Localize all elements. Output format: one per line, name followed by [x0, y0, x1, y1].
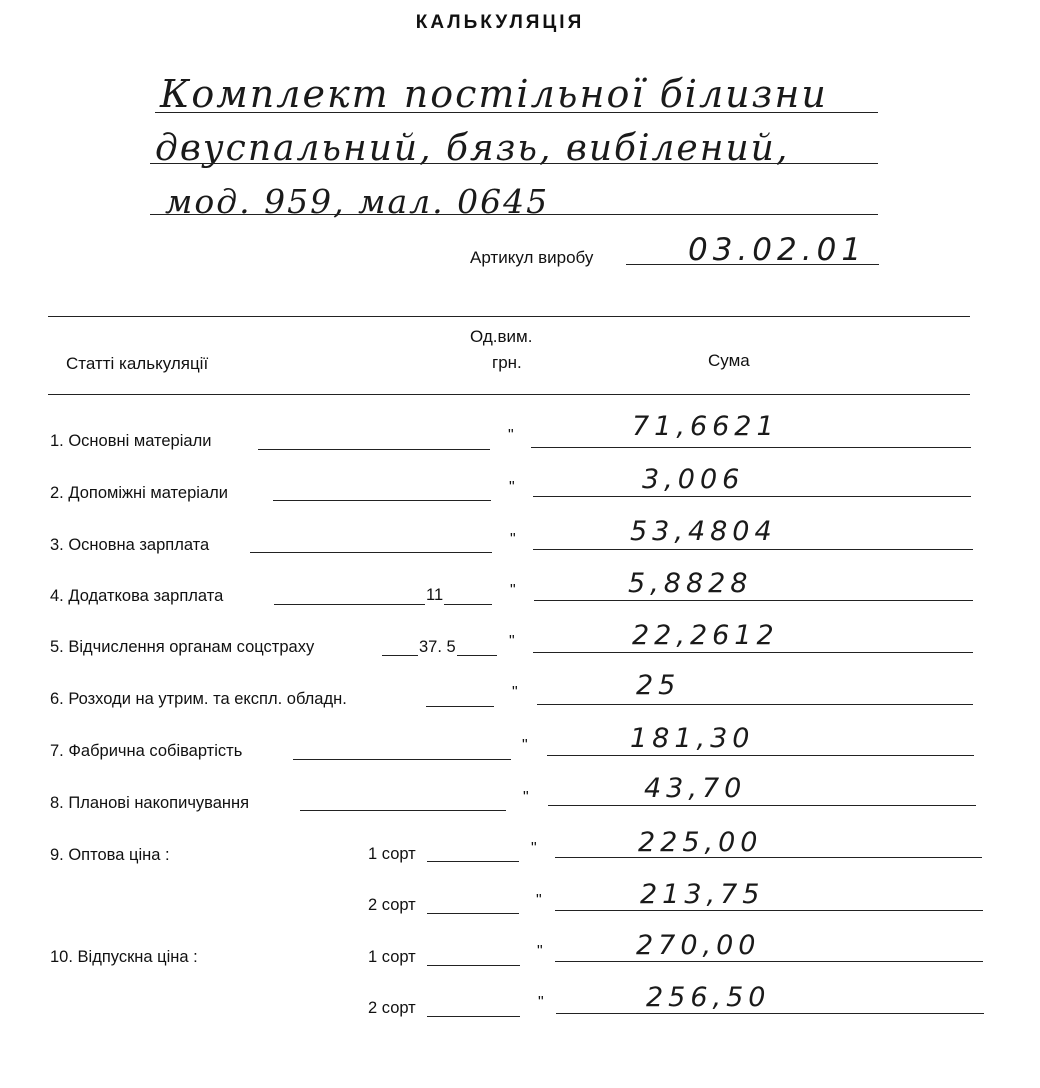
- row-ditto: ": [509, 633, 515, 650]
- retail-price-label: 10. Відпускна ціна :: [50, 948, 198, 966]
- row-ditto: ": [522, 737, 528, 754]
- header-col-sum: Сума: [708, 351, 750, 370]
- row-label: 5. Відчислення органам соцстраху: [50, 638, 315, 656]
- row-label: 1. Основні матеріали: [50, 432, 212, 450]
- grade-ditto: ": [538, 994, 544, 1011]
- row-percent: 37. 5: [419, 638, 456, 656]
- grade-value: 213,75: [640, 879, 765, 910]
- row-ditto: ": [509, 479, 515, 496]
- grade-label: 2 сорт: [368, 999, 416, 1017]
- row-percent: 11: [426, 586, 444, 604]
- header-col-articles: Статті калькуляції: [66, 354, 209, 373]
- row-value-underline: [533, 549, 973, 550]
- grade-value-underline: [555, 910, 983, 911]
- row-value-underline: [533, 496, 971, 497]
- grade-underline: [427, 913, 519, 914]
- grade-underline: [427, 861, 519, 862]
- row-value: 25: [636, 670, 681, 701]
- row-value: 43,70: [644, 773, 747, 804]
- article-value: 03.02.01: [688, 232, 867, 268]
- row-value-underline: [547, 755, 974, 756]
- row-value: 71,6621: [632, 411, 779, 442]
- product-line-3: мод. 959, мал. 0645: [165, 182, 550, 221]
- row-label: 4. Додаткова зарплата: [50, 587, 224, 605]
- grade-label: 2 сорт: [368, 896, 416, 914]
- row-label-underline: [300, 810, 506, 811]
- row-ditto: ": [508, 427, 514, 444]
- document-title: КАЛЬКУЛЯЦІЯ: [415, 12, 585, 33]
- grade-value: 225,00: [638, 827, 763, 858]
- row-value: 5,8828: [628, 568, 753, 599]
- grade-underline: [427, 1016, 520, 1017]
- article-underline: [626, 264, 879, 265]
- row-ditto: ": [510, 582, 516, 599]
- row-label-underline: [274, 604, 492, 605]
- row-label: 2. Допоміжні матеріали: [50, 484, 228, 502]
- row-label-underline: [250, 552, 492, 553]
- row-label: 3. Основна зарплата: [50, 536, 210, 554]
- row-ditto: ": [523, 789, 529, 806]
- row-value-underline: [548, 805, 976, 806]
- row-label: 6. Розходи на утрим. та експл. обладн.: [50, 690, 347, 708]
- grade-label: 1 сорт: [368, 845, 416, 863]
- row-value: 53,4804: [630, 516, 777, 547]
- row-value-underline: [533, 652, 973, 653]
- header-bottom-rule: [48, 394, 970, 395]
- grade-ditto: ": [536, 892, 542, 909]
- header-top-rule: [48, 316, 970, 317]
- grade-ditto: ": [537, 943, 543, 960]
- row-label-underline: [426, 706, 494, 707]
- row-value: 181,30: [630, 723, 755, 754]
- row-value-underline: [537, 704, 973, 705]
- article-label: Артикул виробу: [470, 248, 594, 267]
- grade-ditto: ": [531, 840, 537, 857]
- grade-value: 270,00: [636, 930, 761, 961]
- product-line-1: Комплект постільної білизни: [160, 72, 828, 116]
- row-ditto: ": [510, 531, 516, 548]
- header-col-unit-2: грн.: [492, 353, 522, 372]
- row-label: 7. Фабрична собівартість: [50, 742, 243, 760]
- row-ditto: ": [512, 684, 518, 701]
- row-value: 3,006: [642, 464, 745, 495]
- row-label-underline: [293, 759, 511, 760]
- row-value-underline: [531, 447, 971, 448]
- row-label: 8. Планові накопичування: [50, 794, 250, 812]
- product-line-2: двуспальний, бязь, вибілений,: [155, 128, 790, 169]
- grade-underline: [427, 965, 520, 966]
- grade-value-underline: [556, 1013, 984, 1014]
- row-value-underline: [534, 600, 973, 601]
- grade-label: 1 сорт: [368, 948, 416, 966]
- product-underline-2: [150, 163, 878, 164]
- product-underline-1: [155, 112, 878, 113]
- wholesale-price-label: 9. Оптова ціна :: [50, 846, 170, 864]
- grade-value-underline: [555, 857, 982, 858]
- grade-value: 256,50: [646, 982, 771, 1013]
- product-underline-3: [150, 214, 878, 215]
- grade-value-underline: [555, 961, 983, 962]
- row-value: 22,2612: [632, 620, 779, 651]
- header-col-unit-1: Од.вим.: [470, 327, 533, 346]
- row-label-underline: [273, 500, 491, 501]
- row-label-underline: [258, 449, 490, 450]
